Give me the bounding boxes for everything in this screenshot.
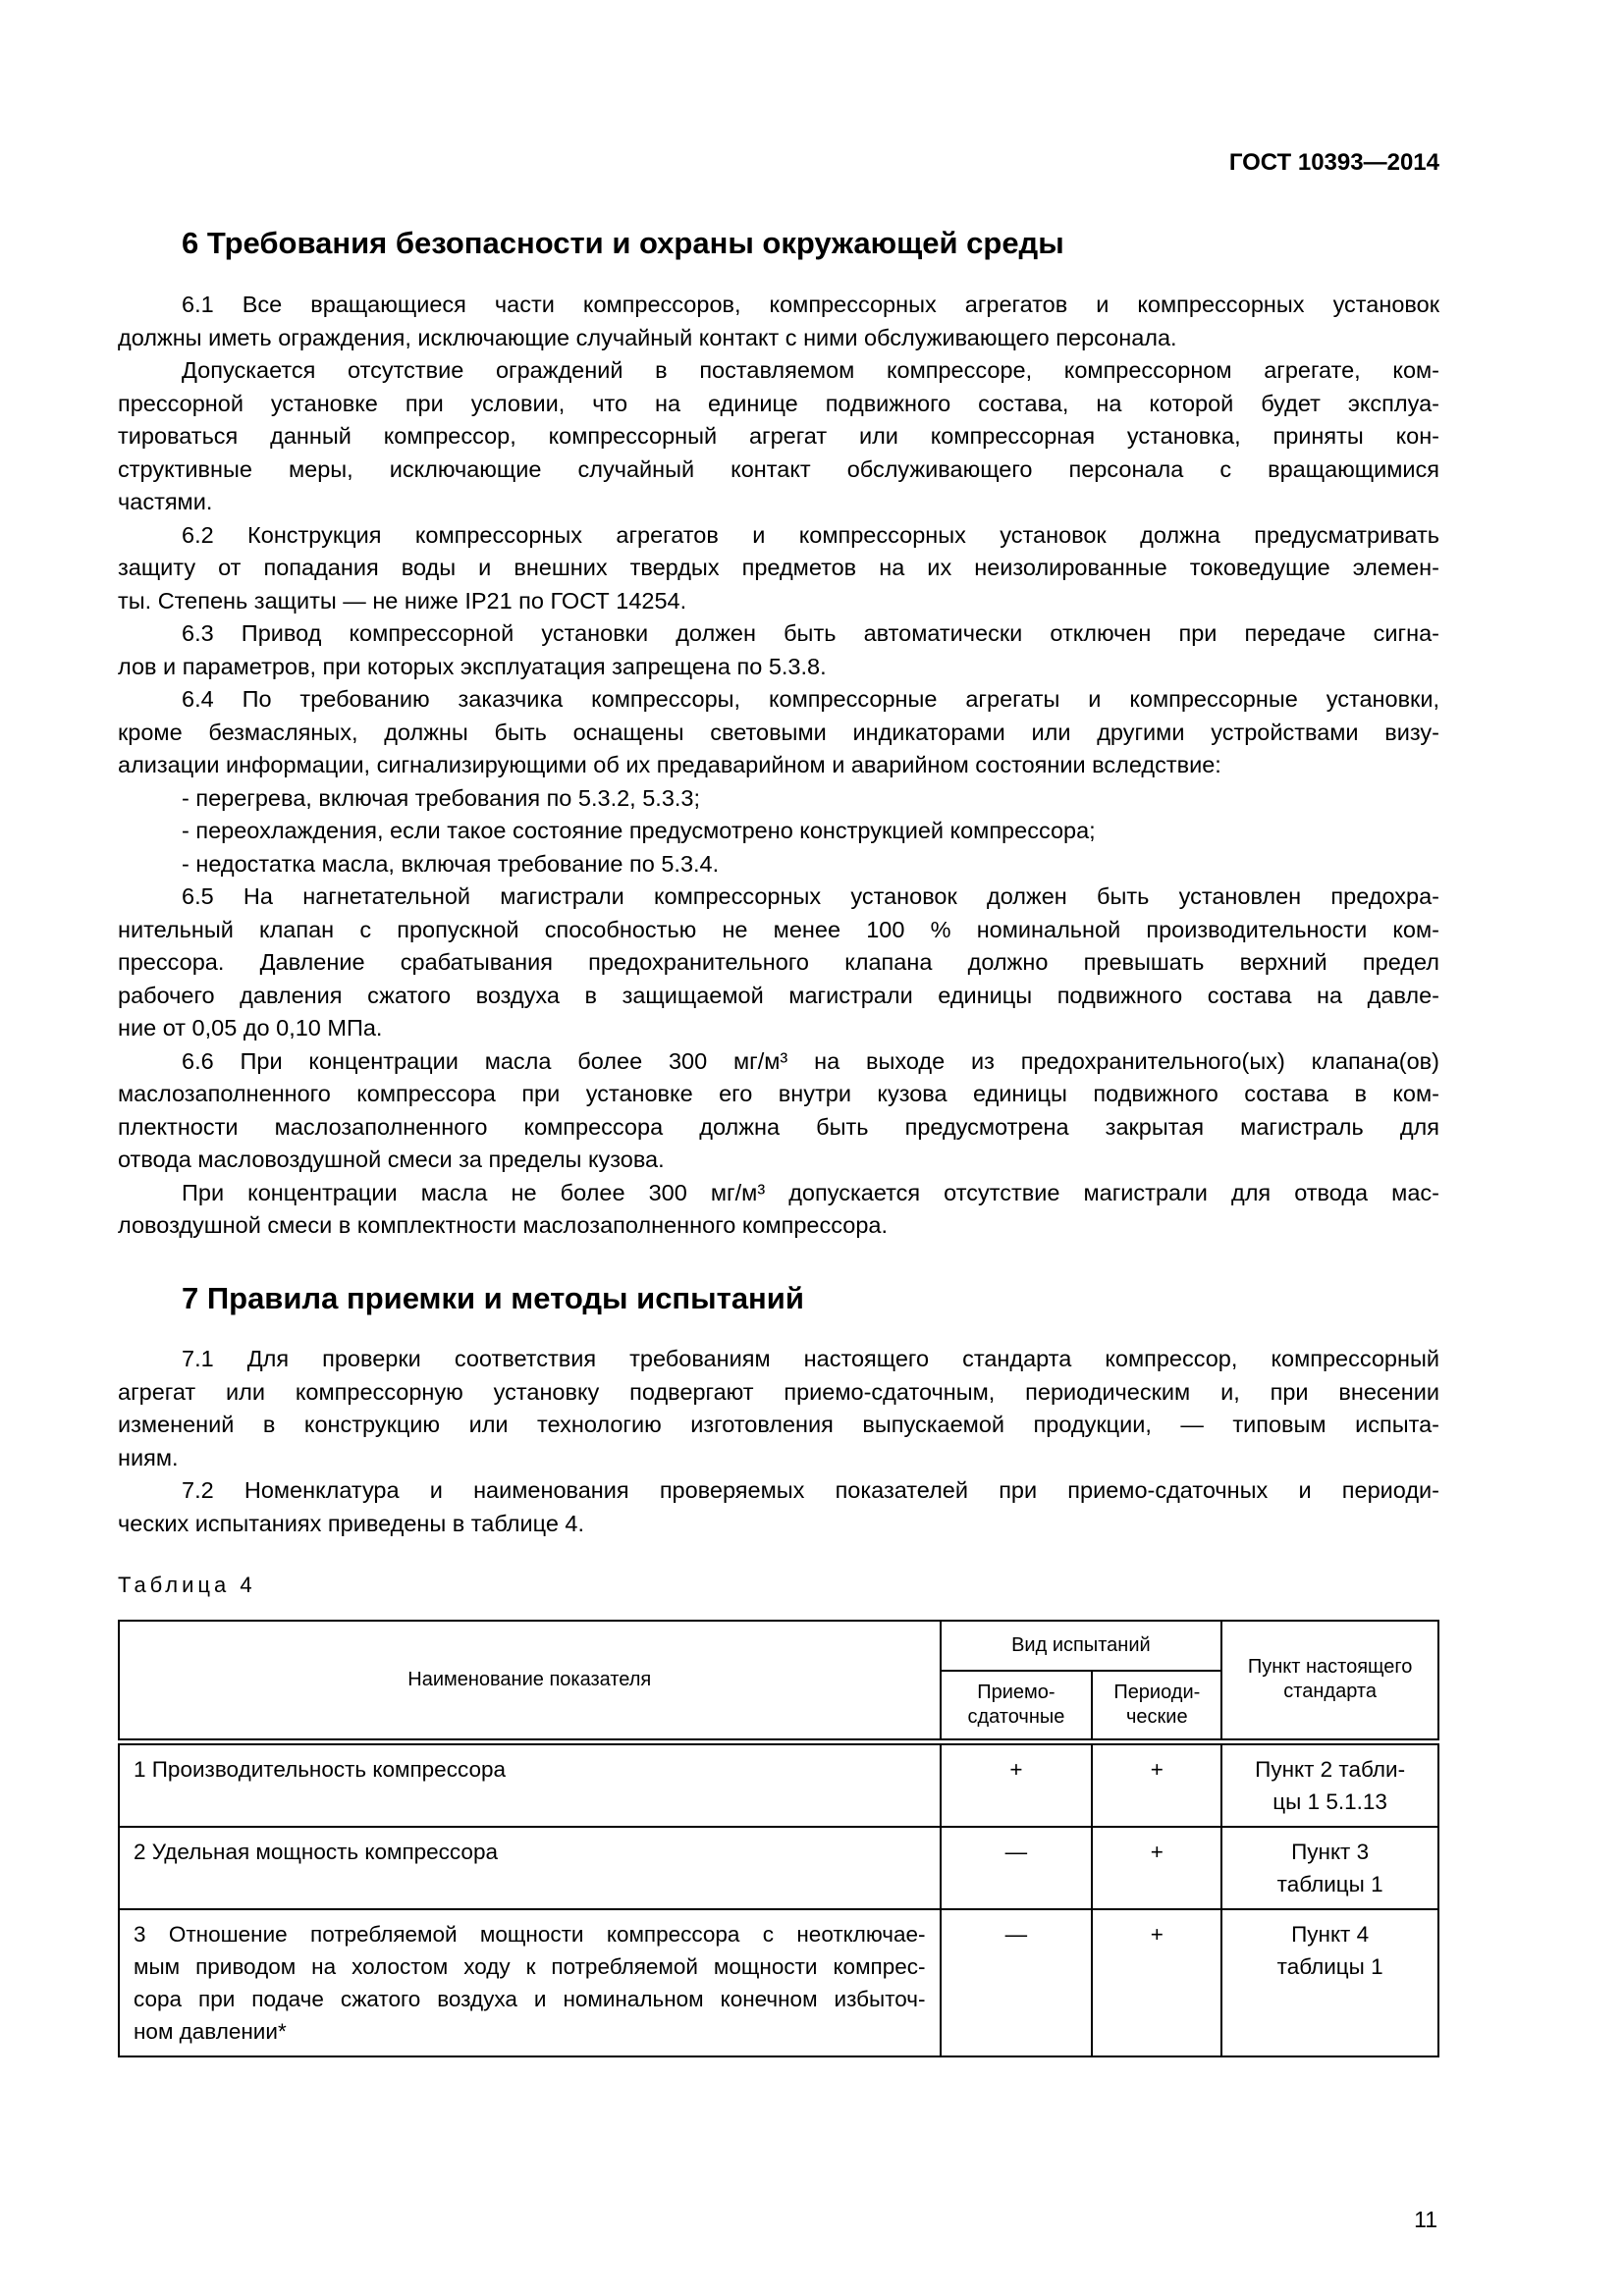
cell-clause xyxy=(1221,1909,1438,2056)
paragraph-line: ты. Степень защиты — не ниже IP21 по ГОСТ 14254. xyxy=(118,587,687,614)
paragraph-line: агрегат или компрессорную установку подвергают приемо-сдаточным, периодическим и, при внесении xyxy=(118,1378,1439,1405)
cell-name-line: 1 Производительность компрессора xyxy=(134,1756,506,1782)
paragraph-line: 7.2 Номенклатура и наименования проверяемых показателей при приемо-сдаточных и периоди- xyxy=(182,1477,1439,1503)
paragraph-line: ализации информации, сигнализирующими об их предаварийном и аварийном состоянии вследствие: xyxy=(118,752,1221,777)
section-7-title: 7 Правила приемки и методы испытаний xyxy=(182,1281,804,1315)
section-6-body xyxy=(118,289,1439,1243)
paragraph-line: - перегрева, включая требования по 5.3.2, 5.3.3; xyxy=(182,784,701,811)
header-acceptance xyxy=(941,1671,1093,1741)
paragraph-line: кроме безмасляных, должны быть оснащены световыми индикаторами или другими устройствами визу- xyxy=(118,719,1439,745)
paragraph-line: прессора. Давление срабатывания предохранительного клапана должно превышать верхний предел xyxy=(118,949,1439,975)
page-number: 11 xyxy=(1414,2207,1437,2232)
paragraph-line: отвода масловоздушной смеси за пределы кузова. xyxy=(118,1147,665,1172)
cell-name xyxy=(119,1827,941,1909)
paragraph-line: 6.4 По требованию заказчика компрессоры, компрессорные агрегаты и компрессорные установки, xyxy=(182,686,1439,712)
document-id: ГОСТ 10393—2014 xyxy=(1228,149,1439,176)
paragraph-line: изменений в конструкцию или технологию изготовления выпускаемой продукции, — типовым испыта- xyxy=(118,1412,1439,1437)
table-4 xyxy=(118,1620,1439,2057)
cell-clause-line: Пункт 4 xyxy=(1291,1921,1370,1947)
table-row xyxy=(119,1741,1438,1827)
cell-name-line: мым приводом на холостом ходу к потребляемой мощности компрес- xyxy=(134,1953,926,1979)
paragraph-line: ниям. xyxy=(118,1444,179,1470)
paragraph-line: тироваться данный компрессор, компрессорный агрегат или компрессорная установка, приняты кон- xyxy=(118,423,1439,449)
header-clause xyxy=(1221,1621,1438,1741)
paragraph-line: 6.5 На нагнетательной магистрали компрессорных установок должен быть установлен предохра- xyxy=(182,883,1439,909)
header-clause-line: стандарта xyxy=(1283,1681,1377,1703)
header-acceptance-line: сдаточные xyxy=(967,1705,1065,1728)
paragraph-line: ние от 0,05 до 0,10 МПа. xyxy=(118,1015,383,1041)
cell-clause-line: таблицы 1 xyxy=(1276,1871,1383,1896)
cell-clause-line: Пункт 2 табли- xyxy=(1255,1756,1406,1782)
cell-name-line: сора при подаче сжатого воздуха и номинальном конечном избыточ- xyxy=(134,1986,926,2011)
header-clause-line: Пункт настоящего xyxy=(1247,1656,1413,1679)
cell-name xyxy=(119,1909,941,2056)
paragraph-line: 6.3 Привод компрессорной установки должен быть автоматически отключен при передаче сигна- xyxy=(182,620,1439,646)
cell-name-line: 3 Отношение потребляемой мощности компрессора с неотключае- xyxy=(134,1921,926,1947)
paragraph-line: рабочего давления сжатого воздуха в защищаемой магистрали единицы подвижного состава на давле- xyxy=(118,982,1439,1008)
cell-periodic: + xyxy=(1092,1741,1221,1827)
cell-acceptance: — xyxy=(941,1827,1093,1909)
header-periodic-line: Периоди- xyxy=(1113,1681,1201,1703)
paragraph-line: 6.6 При концентрации масла более 300 мг/м³ на выходе из предохранительного(ых) клапана(ов) xyxy=(182,1047,1439,1074)
paragraph-line: 6.1 Все вращающиеся части компрессоров, компрессорных агрегатов и компрессорных установок xyxy=(182,292,1439,317)
header-periodic xyxy=(1092,1671,1221,1741)
table-caption: Таблица 4 xyxy=(118,1573,256,1597)
paragraph-line: При концентрации масла не более 300 мг/м³ допускается отсутствие магистрали для отвода мас- xyxy=(182,1179,1439,1205)
paragraph-line: нительный клапан с пропускной способностью не менее 100 % номинальной производительности ком- xyxy=(118,916,1439,942)
paragraph-line: структивные меры, исключающие случайный контакт обслуживающего персонала с вращающимися xyxy=(118,455,1439,482)
paragraph-line: 6.2 Конструкция компрессорных агрегатов и компрессорных установок должна предусматривать xyxy=(182,521,1439,548)
paragraph-line: защиту от попадания воды и внешних твердых предметов на их неизолированные токоведущие элемен- xyxy=(118,555,1439,580)
paragraph-line: - переохлаждения, если такое состояние предусмотрено конструкцией компрессора; xyxy=(182,818,1096,843)
paragraph-line: лов и параметров, при которых эксплуатация запрещена по 5.3.8. xyxy=(118,653,827,679)
cell-clause xyxy=(1221,1827,1438,1909)
cell-clause-line: таблицы 1 xyxy=(1276,1953,1383,1979)
cell-acceptance: — xyxy=(941,1909,1093,2056)
paragraph-line: 7.1 Для проверки соответствия требованиям настоящего стандарта компрессор, компрессорный xyxy=(182,1346,1439,1371)
table-row xyxy=(119,1827,1438,1909)
paragraph-line: прессорной установке при условии, что на единице подвижного состава, на которой будет эксплуа- xyxy=(118,390,1439,416)
paragraph-line: - недостатка масла, включая требование по 5.3.4. xyxy=(182,850,720,877)
cell-name-line: ном давлении* xyxy=(134,2018,287,2044)
header-test-type: Вид испытаний xyxy=(941,1621,1222,1671)
paragraph-line: Допускается отсутствие ограждений в поставляемом компрессоре, компрессорном агрегате, ком- xyxy=(182,357,1439,383)
header-acceptance-line: Приемо- xyxy=(977,1681,1056,1703)
paragraph-line: частями. xyxy=(118,489,213,514)
cell-clause-line: Пункт 3 xyxy=(1291,1839,1370,1864)
header-periodic-line: ческие xyxy=(1126,1705,1188,1728)
paragraph-line: ловоздушной смеси в комплектности маслозаполненного компрессора. xyxy=(118,1212,889,1238)
paragraph-line: маслозаполненного компрессора при установке его внутри кузова единицы подвижного состава в ком- xyxy=(118,1081,1439,1106)
cell-periodic: + xyxy=(1092,1827,1221,1909)
section-6-title: 6 Требования безопасности и охраны окружающей среды xyxy=(182,226,1064,260)
cell-acceptance: + xyxy=(941,1741,1093,1827)
cell-name xyxy=(119,1741,941,1827)
header-name: Наименование показателя xyxy=(119,1621,941,1741)
paragraph-line: ческих испытаниях приведены в таблице 4. xyxy=(118,1510,585,1536)
cell-clause-line: цы 1 5.1.13 xyxy=(1272,1789,1387,1814)
section-7-body xyxy=(118,1343,1439,1540)
paragraph-line: плектности маслозаполненного компрессора должна быть предусмотрена закрытая магистраль для xyxy=(118,1113,1439,1140)
cell-clause xyxy=(1221,1741,1438,1827)
cell-name-line: 2 Удельная мощность компрессора xyxy=(134,1839,498,1864)
cell-periodic: + xyxy=(1092,1909,1221,2056)
paragraph-line: должны иметь ограждения, исключающие случайный контакт с ними обслуживающего персонала. xyxy=(118,324,1177,350)
table-row xyxy=(119,1909,1438,2056)
